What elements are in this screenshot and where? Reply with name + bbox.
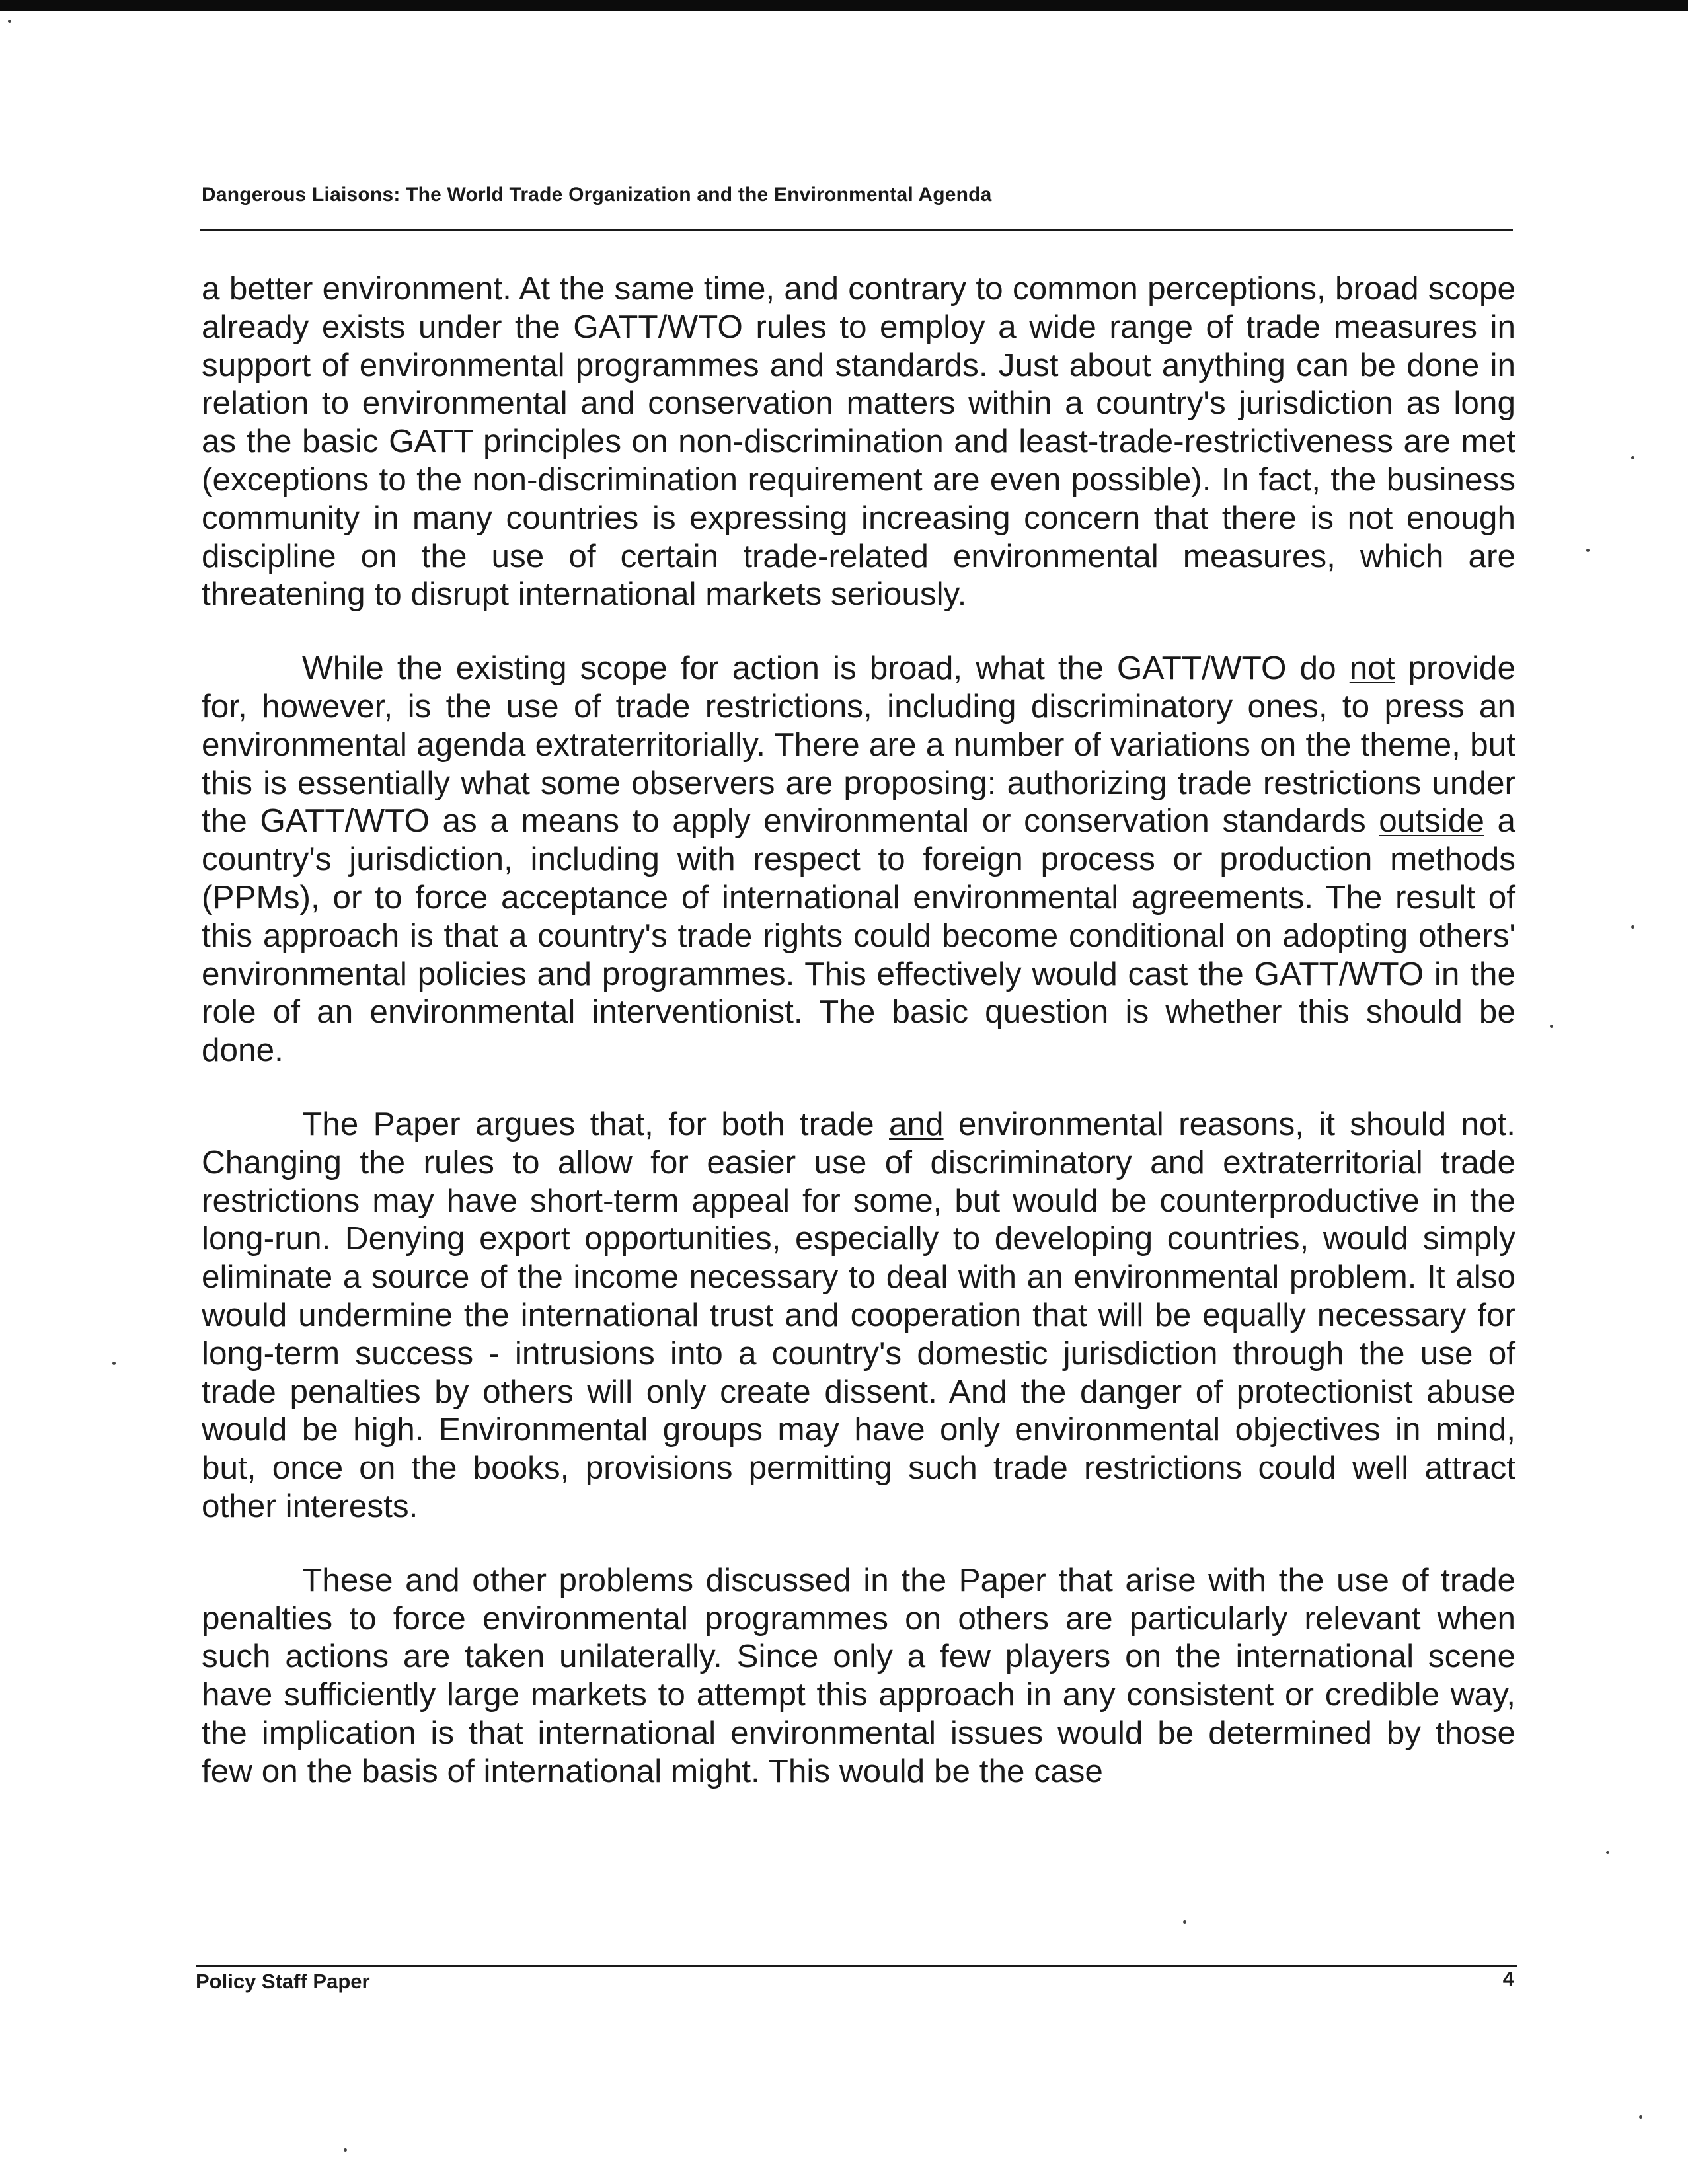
paragraph-text: provide for, however, is the use of trade restrictions, including discriminatory ones, to press an environmental agenda extraterritorially. There are a number of variations on the theme, but this is essentially what some observers are proposing: authorizing trade restrictions under the GATT/WTO as a means to apply environmental or conservation standards (202, 650, 1515, 839)
paragraph-1 (202, 270, 1515, 613)
running-header: Dangerous Liaisons: The World Trade Organization and the Environmental Agenda (202, 184, 992, 206)
paragraph-2 (202, 649, 1515, 1070)
scan-speck (1586, 549, 1590, 552)
emphasis-and: and (889, 1105, 944, 1142)
paragraph-text: The Paper argues that, for both trade (302, 1105, 889, 1142)
paragraph-text: These and other problems discussed in the Paper that arise with the use of trade penalties to force environmental programmes on others are particularly relevant when such actions are taken unilaterally. Since only a few players on the international scene have sufficiently large markets to attempt this approach in any consistent or credible way, the implication is that international environmental issues would be determined by those few on the basis of international might. This would be the case (202, 1561, 1515, 1789)
scan-speck (1631, 925, 1634, 929)
scan-speck (1550, 1025, 1553, 1028)
scan-speck (1631, 456, 1634, 459)
scan-speck (112, 1362, 116, 1365)
paragraph-4 (202, 1561, 1515, 1791)
scan-speck (8, 20, 11, 23)
scan-speck (1183, 1920, 1186, 1924)
page-number: 4 (1502, 1967, 1514, 1990)
paragraph-text: a country's jurisdiction, including with respect to foreign process or production methods (PPMs), or to force acceptance of international environmental agreements. The result of this approach is that a country's trade rights could become conditional on adopting others' environmental policies and programmes. This effectively would cast the GATT/WTO in the role of an environmental interventionist. The basic question is whether this should be done. (202, 802, 1515, 1069)
scan-speck (1606, 1851, 1609, 1854)
scan-top-edge (0, 0, 1688, 11)
emphasis-not: not (1349, 650, 1395, 687)
body-text (202, 270, 1515, 1826)
footer-rule (196, 1965, 1517, 1967)
footer-series-title: Policy Staff Paper (196, 1970, 370, 1993)
emphasis-outside: outside (1379, 802, 1484, 839)
paragraph-3 (202, 1105, 1515, 1526)
scan-speck (1639, 2115, 1642, 2119)
paragraph-text: a better environment. At the same time, and contrary to common perceptions, broad scope already exists under the GATT/WTO rules to employ a wide range of trade measures in support of environmental programmes and standards. Just about anything can be done in relation to environmental and conservation matters within a country's jurisdiction as long as the basic GATT principles on non-discrimination and least-trade-restrictiveness are met (exceptions to the non-discrimination requirement are even possible). In fact, the business community in many countries is expressing increasing concern that there is not enough discipline on the use of certain trade-related environmental measures, which are threatening to disrupt international markets seriously. (202, 270, 1515, 613)
paragraph-text: environmental reasons, it should not. Changing the rules to allow for easier use of discriminatory and extraterritorial trade restrictions may have short-term appeal for some, but would be counterproductive in the long-run. Denying export opportunities, especially to developing countries, would simply eliminate a source of the income necessary to deal with an environmental problem. It also would undermine the international trust and cooperation that will be equally necessary for long-term success - intrusions into a country's domestic jurisdiction through the use of trade penalties by others will only create dissent. And the danger of protectionist abuse would be high. Environmental groups may have only environmental objectives in mind, but, once on the books, provisions permitting such trade restrictions could well attract other interests. (202, 1105, 1515, 1524)
paragraph-text: While the existing scope for action is broad, what the GATT/WTO do (302, 650, 1350, 687)
scan-speck (344, 2148, 347, 2152)
header-rule (200, 229, 1513, 231)
